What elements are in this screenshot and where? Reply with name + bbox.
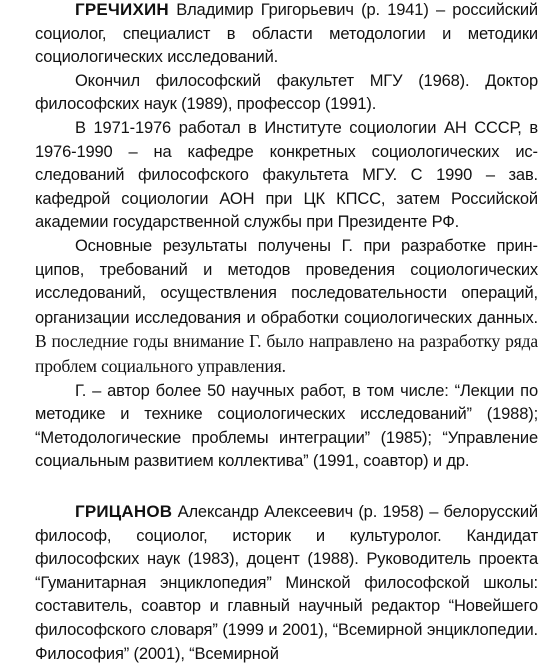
education-paragraph: Окончил философский факультет МГУ (1968). Доктор философских наук (1989), профессор (1991). [35, 71, 538, 114]
results-text: Основные результаты получены Г. при разработке принципов, требований и методов проведения социологических исследований, осуществления последовательности операций, организации исследования и обработки социологических данных. [35, 236, 538, 327]
entry-headword: ГРИЦАНОВ [75, 502, 173, 521]
entry-intro-paragraph [35, 500, 538, 666]
entry-grechikhin [35, 0, 538, 474]
entry-intro-text: Александр Алексеевич (р. 1958) – белорусский философ, социолог, историк и культуролог. Кандидат философских наук (1983), доцент (1988). Руководитель проекта “Гуманитарная энциклопедия” Минской философской школы: составитель, соавтор и главный научный редактор “Новейшего философского словаря” (1999 и 2001), “Всемирной энциклопедии. Философия” (2001), “Всемирной [35, 503, 538, 663]
recent-work-text: В последние годы внимание Г. было направлено на разработку ряда проблем социального управления. [35, 331, 538, 376]
works-paragraph: Г. – автор более 50 научных работ, в том числе: “Лекции по методике и технике социологических исследований” (1988); “Методологические проблемы интеграции” (1985); “Управление социальным развитием коллектива” (1991, соавтор) и др. [35, 381, 538, 471]
entry-headword: ГРЕЧИХИН [75, 0, 169, 19]
career-paragraph: В 1971-1976 работал в Институте социологии АН СССР, в 1976-1990 – на кафедре конкретных социологических исследований философского факультета МГУ. С 1990 – зав. кафедрой социологии АОН при ЦК КПСС, затем Российской академии государственной службы при Президенте РФ. [35, 118, 538, 232]
entry-gritsanov [35, 500, 538, 666]
entry-intro-paragraph [35, 0, 538, 70]
results-paragraph [35, 235, 538, 380]
entry-intro-text: Владимир Григорьевич (р. 1941) – российский социолог, специалист в области методологии и методики социологических исследований. [35, 1, 538, 67]
